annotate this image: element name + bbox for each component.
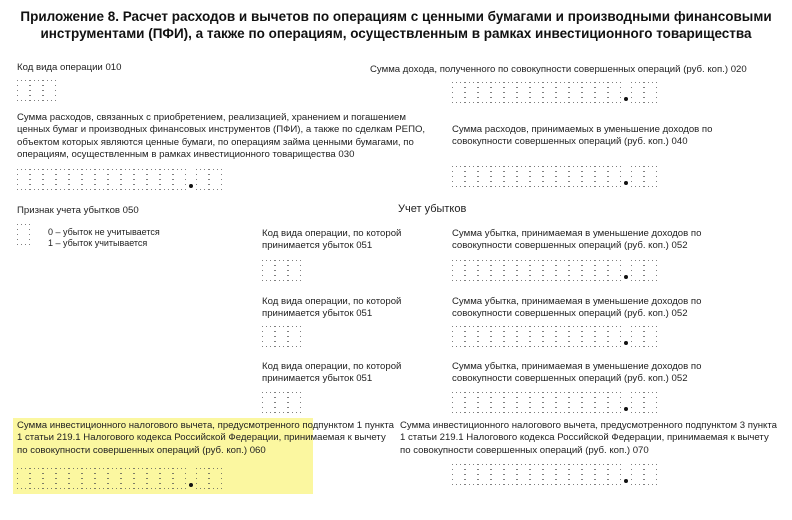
input-cell[interactable] <box>517 464 530 485</box>
input-051-a[interactable] <box>262 260 301 281</box>
input-cell[interactable] <box>491 82 504 103</box>
input-cell[interactable] <box>608 166 621 187</box>
input-cell[interactable] <box>108 169 121 190</box>
input-cell[interactable] <box>465 82 478 103</box>
page-title <box>0 8 792 42</box>
input-cell[interactable] <box>569 260 582 281</box>
input-cell[interactable] <box>478 166 491 187</box>
input-cell[interactable] <box>491 166 504 187</box>
input-cell[interactable] <box>43 468 56 489</box>
input-cell[interactable] <box>465 392 478 413</box>
label-051-a: Код вида операции, по которой принимается убыток 051 <box>262 228 402 252</box>
input-cell[interactable] <box>82 169 95 190</box>
input-cell[interactable] <box>491 326 504 347</box>
input-cell[interactable] <box>478 326 491 347</box>
input-cell[interactable] <box>209 169 222 190</box>
input-cell[interactable] <box>608 82 621 103</box>
input-cell[interactable] <box>556 260 569 281</box>
label-030: Сумма расходов, связанных с приобретением, реализацией, хранением и погашением ценных бумаг и производных финансовых инструментов (ПФИ), а также по сделкам РЕПО, объектом которых являются ценные бумаги, по операциям займа ценными бумагами, по операциям, осуществленным в рамках инвестиционного товарищества 030 <box>17 112 426 161</box>
input-cell[interactable] <box>504 166 517 187</box>
label-050: Признак учета убытков 050 <box>17 205 139 216</box>
input-cell[interactable] <box>275 260 288 281</box>
input-cell[interactable] <box>504 260 517 281</box>
input-cell[interactable] <box>517 392 530 413</box>
input-cell[interactable] <box>543 82 556 103</box>
input-cell[interactable] <box>478 260 491 281</box>
input-cell[interactable] <box>530 82 543 103</box>
input-cell[interactable] <box>504 464 517 485</box>
label-060: Сумма инвестиционного налогового вычета, предусмотренного подпунктом 1 пункта 1 статьи 219.1 Налогового кодекса Российской Федерации, принимаемая к вычету по совокупности совершенных операций (руб. коп.) 060 <box>17 420 394 456</box>
input-cell[interactable] <box>173 169 186 190</box>
decimal-point <box>621 392 631 413</box>
input-cell[interactable] <box>452 166 465 187</box>
input-cell[interactable] <box>582 166 595 187</box>
input-cell[interactable] <box>556 166 569 187</box>
input-cell[interactable] <box>121 169 134 190</box>
label-040: Сумма расходов, принимаемых в уменьшение доходов по совокупности совершенных операций (руб. коп.) 040 <box>452 124 713 148</box>
input-cell[interactable] <box>17 169 30 190</box>
input-cell[interactable] <box>465 260 478 281</box>
input-cell[interactable] <box>530 392 543 413</box>
input-070[interactable] <box>452 464 657 485</box>
input-052-c[interactable] <box>452 392 657 413</box>
input-cell[interactable] <box>478 82 491 103</box>
input-050[interactable] <box>17 224 30 245</box>
input-cell[interactable] <box>30 80 43 101</box>
label-051-c: Код вида операции, по которой принимается убыток 051 <box>262 361 402 385</box>
input-cell[interactable] <box>491 260 504 281</box>
input-cell[interactable] <box>569 392 582 413</box>
input-cell[interactable] <box>478 392 491 413</box>
input-cell[interactable] <box>17 80 30 101</box>
input-cell[interactable] <box>196 468 209 489</box>
input-cell[interactable] <box>465 166 478 187</box>
input-cell[interactable] <box>30 169 43 190</box>
input-cell[interactable] <box>262 392 275 413</box>
input-cell[interactable] <box>95 468 108 489</box>
legend-item-0: 0 – убыток не учитывается <box>48 227 160 237</box>
input-cell[interactable] <box>631 392 644 413</box>
input-cell[interactable] <box>644 326 657 347</box>
input-cell[interactable] <box>452 392 465 413</box>
input-cell[interactable] <box>30 468 43 489</box>
label-052-b: Сумма убытка, принимаемая в уменьшение доходов по совокупности совершенных операций (руб. коп.) 052 <box>452 296 702 320</box>
input-cell[interactable] <box>556 82 569 103</box>
input-030[interactable] <box>17 169 222 190</box>
input-cell[interactable] <box>262 260 275 281</box>
input-cell[interactable] <box>56 468 69 489</box>
input-cell[interactable] <box>288 326 301 347</box>
input-cell[interactable] <box>17 468 30 489</box>
input-cell[interactable] <box>452 464 465 485</box>
input-cell[interactable] <box>121 468 134 489</box>
decimal-point <box>621 326 631 347</box>
decimal-point <box>621 464 631 485</box>
input-040[interactable] <box>452 166 657 187</box>
input-cell[interactable] <box>95 169 108 190</box>
input-052-a[interactable] <box>452 260 657 281</box>
input-cell[interactable] <box>465 464 478 485</box>
input-cell[interactable] <box>608 326 621 347</box>
input-cell[interactable] <box>452 82 465 103</box>
input-cell[interactable] <box>582 260 595 281</box>
input-cell[interactable] <box>530 166 543 187</box>
input-cell[interactable] <box>452 326 465 347</box>
input-cell[interactable] <box>69 468 82 489</box>
input-cell[interactable] <box>17 224 30 245</box>
input-cell[interactable] <box>543 326 556 347</box>
input-cell[interactable] <box>160 468 173 489</box>
input-cell[interactable] <box>491 464 504 485</box>
decimal-point <box>621 166 631 187</box>
input-cell[interactable] <box>530 260 543 281</box>
input-cell[interactable] <box>43 80 56 101</box>
input-cell[interactable] <box>478 464 491 485</box>
title-line-2: инструментами (ПФИ), а также по операциям, осуществленным в рамках инвестиционного товарищества <box>40 26 752 41</box>
decimal-point <box>186 468 196 489</box>
input-cell[interactable] <box>56 169 69 190</box>
input-cell[interactable] <box>582 82 595 103</box>
legend-050 <box>48 227 160 249</box>
input-cell[interactable] <box>595 392 608 413</box>
title-line-1: Приложение 8. Расчет расходов и вычетов по операциям с ценными бумагами и производными финансовыми <box>20 9 772 24</box>
input-cell[interactable] <box>595 464 608 485</box>
input-cell[interactable] <box>82 468 95 489</box>
loss-heading: Учет убытков <box>398 203 467 215</box>
input-cell[interactable] <box>595 326 608 347</box>
label-010: Код вида операции 010 <box>17 62 122 73</box>
input-cell[interactable] <box>556 326 569 347</box>
label-052-c: Сумма убытка, принимаемая в уменьшение доходов по совокупности совершенных операций (руб. коп.) 052 <box>452 361 702 385</box>
input-cell[interactable] <box>69 169 82 190</box>
input-cell[interactable] <box>147 169 160 190</box>
input-cell[interactable] <box>517 326 530 347</box>
label-070: Сумма инвестиционного налогового вычета, предусмотренного подпунктом 3 пункта 1 статьи 219.1 Налогового кодекса Российской Федерации, принимаемая к вычету по совокупности совершенных операций (руб. коп.) 070 <box>400 420 777 456</box>
input-cell[interactable] <box>556 392 569 413</box>
legend-item-1: 1 – убыток учитывается <box>48 238 148 248</box>
input-cell[interactable] <box>147 468 160 489</box>
input-cell[interactable] <box>465 326 478 347</box>
input-cell[interactable] <box>644 82 657 103</box>
input-cell[interactable] <box>530 326 543 347</box>
input-cell[interactable] <box>517 82 530 103</box>
input-cell[interactable] <box>556 464 569 485</box>
input-cell[interactable] <box>631 166 644 187</box>
input-cell[interactable] <box>543 392 556 413</box>
input-052-b[interactable] <box>452 326 657 347</box>
input-cell[interactable] <box>517 260 530 281</box>
input-cell[interactable] <box>196 169 209 190</box>
input-cell[interactable] <box>644 166 657 187</box>
input-cell[interactable] <box>595 260 608 281</box>
input-cell[interactable] <box>543 464 556 485</box>
input-cell[interactable] <box>491 392 504 413</box>
input-cell[interactable] <box>644 260 657 281</box>
input-cell[interactable] <box>160 169 173 190</box>
input-cell[interactable] <box>275 392 288 413</box>
label-052-a: Сумма убытка, принимаемая в уменьшение доходов по совокупности совершенных операций (руб. коп.) 052 <box>452 228 702 252</box>
input-cell[interactable] <box>582 464 595 485</box>
input-cell[interactable] <box>530 464 543 485</box>
decimal-point <box>186 169 196 190</box>
input-cell[interactable] <box>543 166 556 187</box>
input-cell[interactable] <box>288 392 301 413</box>
input-cell[interactable] <box>608 260 621 281</box>
input-cell[interactable] <box>631 260 644 281</box>
input-010[interactable] <box>17 80 56 101</box>
input-cell[interactable] <box>631 464 644 485</box>
input-cell[interactable] <box>644 464 657 485</box>
input-cell[interactable] <box>517 166 530 187</box>
input-cell[interactable] <box>569 326 582 347</box>
input-cell[interactable] <box>595 166 608 187</box>
input-060[interactable] <box>17 468 222 489</box>
decimal-point <box>621 82 631 103</box>
input-cell[interactable] <box>173 468 186 489</box>
input-cell[interactable] <box>288 260 301 281</box>
input-cell[interactable] <box>504 82 517 103</box>
input-cell[interactable] <box>582 326 595 347</box>
input-020[interactable] <box>452 82 657 103</box>
input-cell[interactable] <box>631 82 644 103</box>
decimal-point <box>621 260 631 281</box>
input-cell[interactable] <box>543 260 556 281</box>
input-cell[interactable] <box>504 392 517 413</box>
input-cell[interactable] <box>569 166 582 187</box>
input-cell[interactable] <box>275 326 288 347</box>
input-cell[interactable] <box>209 468 222 489</box>
input-cell[interactable] <box>569 82 582 103</box>
input-cell[interactable] <box>569 464 582 485</box>
input-cell[interactable] <box>631 326 644 347</box>
input-cell[interactable] <box>262 326 275 347</box>
input-cell[interactable] <box>582 392 595 413</box>
input-051-c[interactable] <box>262 392 301 413</box>
label-051-b: Код вида операции, по которой принимается убыток 051 <box>262 296 402 320</box>
input-cell[interactable] <box>504 326 517 347</box>
input-cell[interactable] <box>108 468 121 489</box>
input-cell[interactable] <box>644 392 657 413</box>
input-cell[interactable] <box>452 260 465 281</box>
input-cell[interactable] <box>595 82 608 103</box>
input-cell[interactable] <box>134 169 147 190</box>
input-cell[interactable] <box>43 169 56 190</box>
input-cell[interactable] <box>134 468 147 489</box>
input-cell[interactable] <box>608 392 621 413</box>
label-020: Сумма дохода, полученного по совокупности совершенных операций (руб. коп.) 020 <box>370 64 747 75</box>
input-cell[interactable] <box>608 464 621 485</box>
input-051-b[interactable] <box>262 326 301 347</box>
